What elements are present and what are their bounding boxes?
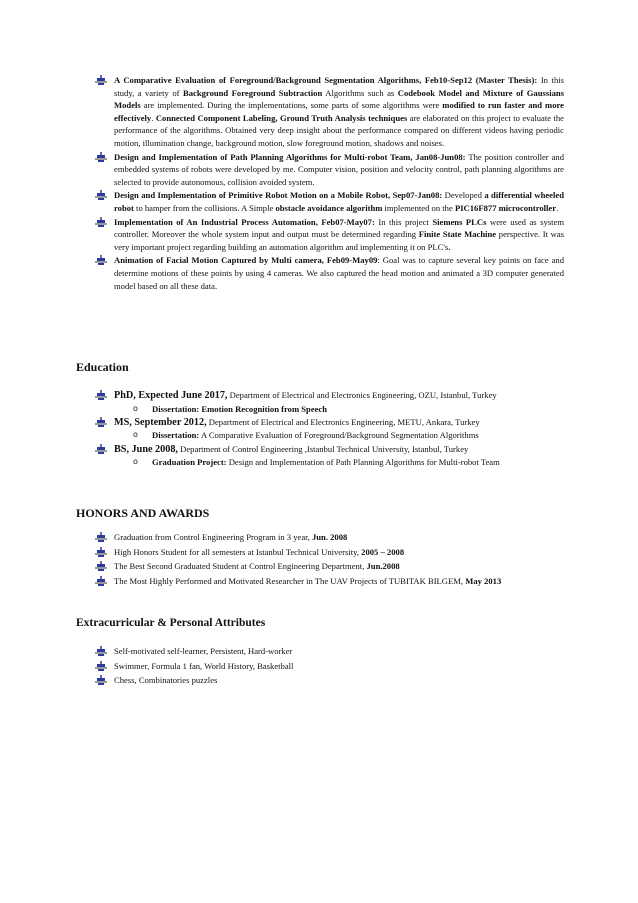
project-text: In this project (374, 216, 433, 227)
education-list (94, 389, 564, 470)
award-date: Jun. 2008 (311, 532, 348, 542)
project-bold-text: Design and Implementation of Path Planning Algorithms for Multi-robot Team, Jan08-Jun08: (114, 151, 466, 162)
project-text: implemented on the (382, 202, 455, 213)
sub-bullet-marker: o (133, 403, 138, 413)
project-bold-text: Background Foreground Subtraction (182, 87, 323, 98)
project-text: : Goal was to capture several key points on face and determine motions of these points by using 4 cameras. We also captured the head motion and animated a 3D computer generated model based on all these data. (114, 255, 564, 291)
attribute-text: Chess, Combinatories puzzles (114, 675, 218, 686)
project-item (94, 189, 564, 214)
education-item (94, 443, 564, 469)
attribute-text: Self-motivated self-learner, Persistent, Hard-worker (114, 646, 293, 656)
bullet-icon (95, 576, 107, 586)
attribute-item (94, 660, 564, 673)
project-text: . (556, 202, 559, 213)
project-text: Developed (442, 190, 485, 201)
dissertation-label: Dissertation: (152, 430, 200, 441)
sub-bullet-marker: o (133, 430, 138, 440)
bullet-icon (95, 561, 107, 571)
education-sub-list (133, 403, 564, 415)
dissertation-title: Design and Implementation of Path Planning Algorithms for Multi-robot Team (226, 457, 500, 468)
project-text: are elaborated on this project to evaluate the performance of the algorithms. Obtained very deep insight about the performance compared on different videos having periodic motion, illumination change, background motion, slow foreground motion, shadows and noises. (114, 112, 564, 148)
award-text: Graduation from Control Engineering Program in 3 year, (114, 532, 312, 542)
degree-title: BS, June 2008, (114, 443, 178, 455)
project-text: perspective. It was very important project regarding building an automation algorithm and implementing it on PLC's (114, 229, 565, 252)
education-item (94, 416, 564, 442)
award-text: High Honors Student for all semesters at Istanbul Technical University, (114, 546, 362, 557)
award-text: The Most Highly Performed and Motivated Researcher in The UAV Projects of TUBITAK BILGEM, (114, 575, 466, 586)
bullet-icon (95, 444, 107, 454)
project-item (94, 74, 564, 150)
bullet-icon (95, 390, 107, 400)
education-sub-item (133, 429, 564, 441)
project-text: to hamper from the collisions. A Simple (133, 202, 276, 213)
project-bold-text: obstacle avoidance algorithm (275, 202, 383, 213)
project-bold-text: Codebook Model and Mixture of Gaussians Models (114, 87, 565, 111)
bullet-icon (95, 217, 107, 227)
degree-title: PhD, Expected June 2017, (114, 390, 228, 401)
project-bold-text: modified to run faster and more effectively (114, 100, 564, 123)
honors-list (94, 531, 564, 589)
bullet-icon (95, 255, 107, 265)
project-text: are implemented. During the implementations, some parts of some algorithms were (140, 100, 443, 111)
project-bold-text: PIC16F877 microcontroller (454, 202, 557, 213)
education-item (94, 389, 564, 415)
project-text: Algorithms such as (322, 87, 398, 98)
project-text: The position controller and embedded systems of robots were developed by me. Computer vision, position and velocity control, path planning algorithms are selected to provide autonomous, collision avoided system. (114, 151, 564, 187)
project-bold-text: a differential wheeled robot (114, 190, 564, 213)
degree-detail: Department of Control Engineering ,Istanbul Technical University, Istanbul, Turkey (177, 443, 469, 454)
project-bold-text: Siemens PLCs (432, 216, 487, 227)
project-item (94, 254, 564, 292)
award-date: 2005 – 2008 (361, 546, 405, 557)
bullet-icon (95, 646, 107, 656)
education-sub-list (133, 429, 564, 441)
dissertation-title: A Comparative Evaluation of Foreground/Background Segmentation Algorithms (199, 430, 479, 441)
attribute-item (94, 645, 564, 658)
bullet-icon (95, 417, 107, 427)
bullet-icon (95, 152, 107, 162)
bullet-icon (95, 532, 107, 542)
award-item (94, 575, 564, 588)
attribute-text: Swimmer, Formula 1 fan, World History, Basketball (114, 660, 294, 671)
dissertation-label: Dissertation (152, 403, 197, 414)
award-text: The Best Second Graduated Student at Control Engineering Department, (114, 561, 367, 572)
project-bold-text: Animation of Facial Motion Captured by Multi camera, Feb09-May09 (114, 255, 378, 266)
honors-heading: HONORS AND AWARDS (76, 506, 210, 520)
award-item (94, 546, 564, 559)
project-text: In this study, a variety of (114, 75, 564, 98)
award-date: Jun.2008 (366, 561, 400, 572)
extracurricular-heading: Extracurricular & Personal Attributes (76, 617, 266, 629)
project-bold-text: Implementation of An Industrial Process Automation, Feb07-May07: (114, 216, 375, 227)
sub-bullet-marker: o (133, 457, 138, 467)
project-bold-text: A Comparative Evaluation of Foreground/Background Segmentation Algorithms, Feb10-Sep12 (Master Thesis): (114, 75, 538, 85)
project-bold-text: Finite State Machine (418, 229, 497, 240)
award-item (94, 531, 564, 544)
project-item (94, 151, 564, 189)
bullet-icon (95, 75, 107, 85)
bullet-icon (95, 190, 107, 200)
education-sub-item (133, 456, 564, 468)
project-bold-text: Design and Implementation of Primitive Robot Motion on a Mobile Robot, Sep07-Jan08: (114, 190, 443, 201)
bullet-icon (95, 547, 107, 557)
dissertation-title: : Emotion Recognition from Speech (196, 403, 328, 414)
project-bold-text: Connected Component Labeling, Ground Truth Analysis techniques (155, 112, 408, 123)
education-heading: Education (76, 360, 129, 374)
attribute-item (94, 674, 564, 687)
education-sub-item (133, 403, 564, 415)
degree-detail: Department of Electrical and Electronics Engineering, METU, Ankara, Turkey (206, 416, 480, 427)
project-text: were used as system controller. Moreover the whole system input and output must be determined regarding (114, 216, 565, 240)
projects-list (94, 74, 564, 293)
degree-detail: Department of Electrical and Electronics Engineering, OZU, Istanbul, Turkey (227, 390, 497, 400)
project-item (94, 216, 564, 254)
project-text: . (151, 112, 156, 123)
extracurricular-list (94, 645, 564, 689)
dissertation-label: Graduation Project: (152, 457, 227, 468)
award-item (94, 560, 564, 573)
bullet-icon (95, 661, 107, 671)
degree-title: MS, September 2012, (114, 416, 207, 428)
education-sub-list (133, 456, 564, 468)
award-date: May 2013 (465, 575, 502, 586)
project-bold-text: . (448, 241, 451, 252)
bullet-icon (95, 675, 107, 685)
